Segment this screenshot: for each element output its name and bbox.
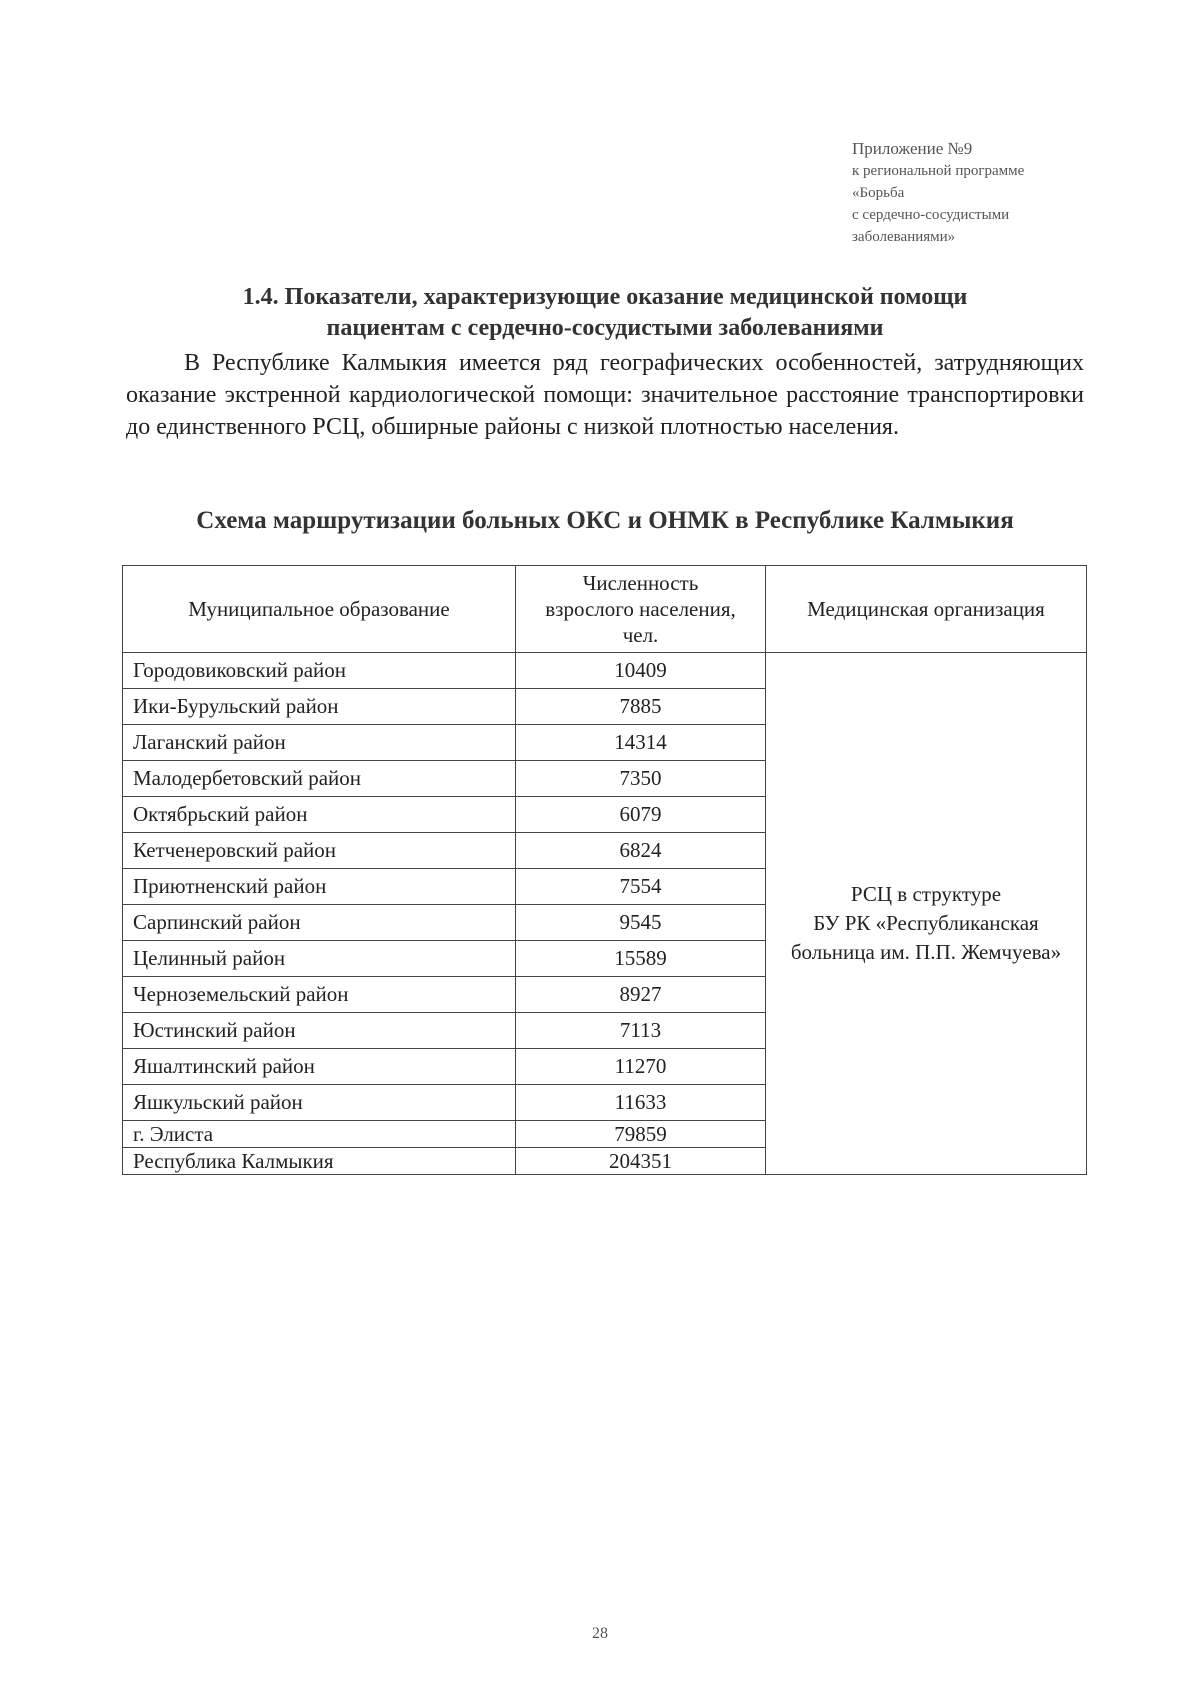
population-cell: 11270 bbox=[516, 1049, 766, 1085]
intro-paragraph: В Республике Калмыкия имеется ряд географических особенностей, затрудняющих оказание экстренной кардиологической помощи: значительное расстояние транспортировки до единственного РСЦ, обширные районы с низкой плотностью населения. bbox=[126, 350, 1084, 440]
routing-table bbox=[122, 565, 1087, 1175]
appendix-line: с сердечно-сосудистыми bbox=[852, 207, 1010, 223]
header-organization: Медицинская организация bbox=[766, 566, 1087, 653]
appendix-line: к региональной программе bbox=[852, 163, 1025, 179]
municipality-cell: г. Элиста bbox=[123, 1121, 516, 1148]
municipality-cell: Ики-Бурульский район bbox=[123, 689, 516, 725]
municipality-cell: Приютненский район bbox=[123, 869, 516, 905]
header-population bbox=[516, 566, 766, 653]
page-number: 28 bbox=[592, 1625, 608, 1642]
municipality-cell: Целинный район bbox=[123, 941, 516, 977]
population-cell: 11633 bbox=[516, 1085, 766, 1121]
population-cell: 6824 bbox=[516, 833, 766, 869]
municipality-cell: Юстинский район bbox=[123, 1013, 516, 1049]
section-title-line: 1.4. Показатели, характеризующие оказание медицинской помощи bbox=[242, 284, 968, 310]
municipality-cell: Яшалтинский район bbox=[123, 1049, 516, 1085]
appendix-line: «Борьба bbox=[852, 185, 905, 201]
section-title-line: пациентам с сердечно-сосудистыми заболеваниями bbox=[326, 315, 884, 341]
organization-cell bbox=[766, 653, 1087, 1175]
appendix-note bbox=[852, 138, 1172, 248]
population-cell: 7350 bbox=[516, 761, 766, 797]
table-row bbox=[123, 653, 1087, 689]
population-cell: 204351 bbox=[516, 1148, 766, 1175]
section-title bbox=[120, 282, 1090, 344]
header-population-line: взрослого населения, bbox=[545, 597, 736, 621]
header-population-line: Численность bbox=[582, 571, 699, 595]
municipality-cell: Малодербетовский район bbox=[123, 761, 516, 797]
population-cell: 8927 bbox=[516, 977, 766, 1013]
table-header-row bbox=[123, 566, 1087, 653]
population-cell: 7554 bbox=[516, 869, 766, 905]
population-cell: 14314 bbox=[516, 725, 766, 761]
population-cell: 15589 bbox=[516, 941, 766, 977]
population-cell: 7113 bbox=[516, 1013, 766, 1049]
population-cell: 9545 bbox=[516, 905, 766, 941]
organization-line: больница им. П.П. Жемчуева» bbox=[790, 940, 1062, 964]
table-title: Схема маршрутизации больных ОКС и ОНМК в Республике Калмыкия bbox=[196, 507, 1014, 534]
municipality-cell: Лаганский район bbox=[123, 725, 516, 761]
municipality-cell: Октябрьский район bbox=[123, 797, 516, 833]
header-population-line: чел. bbox=[622, 623, 659, 647]
appendix-title: Приложение №9 bbox=[852, 139, 973, 158]
municipality-cell: Кетченеровский район bbox=[123, 833, 516, 869]
organization-line: РСЦ в структуре bbox=[850, 882, 1002, 906]
organization-line: БУ РК «Республиканская bbox=[813, 911, 1039, 935]
municipality-cell: Республика Калмыкия bbox=[123, 1148, 516, 1175]
appendix-line: заболеваниями» bbox=[852, 229, 956, 245]
municipality-cell: Яшкульский район bbox=[123, 1085, 516, 1121]
population-cell: 10409 bbox=[516, 653, 766, 689]
population-cell: 6079 bbox=[516, 797, 766, 833]
population-cell: 79859 bbox=[516, 1121, 766, 1148]
municipality-cell: Городовиковский район bbox=[123, 653, 516, 689]
municipality-cell: Сарпинский район bbox=[123, 905, 516, 941]
municipality-cell: Черноземельский район bbox=[123, 977, 516, 1013]
population-cell: 7885 bbox=[516, 689, 766, 725]
header-municipality: Муниципальное образование bbox=[123, 566, 516, 653]
